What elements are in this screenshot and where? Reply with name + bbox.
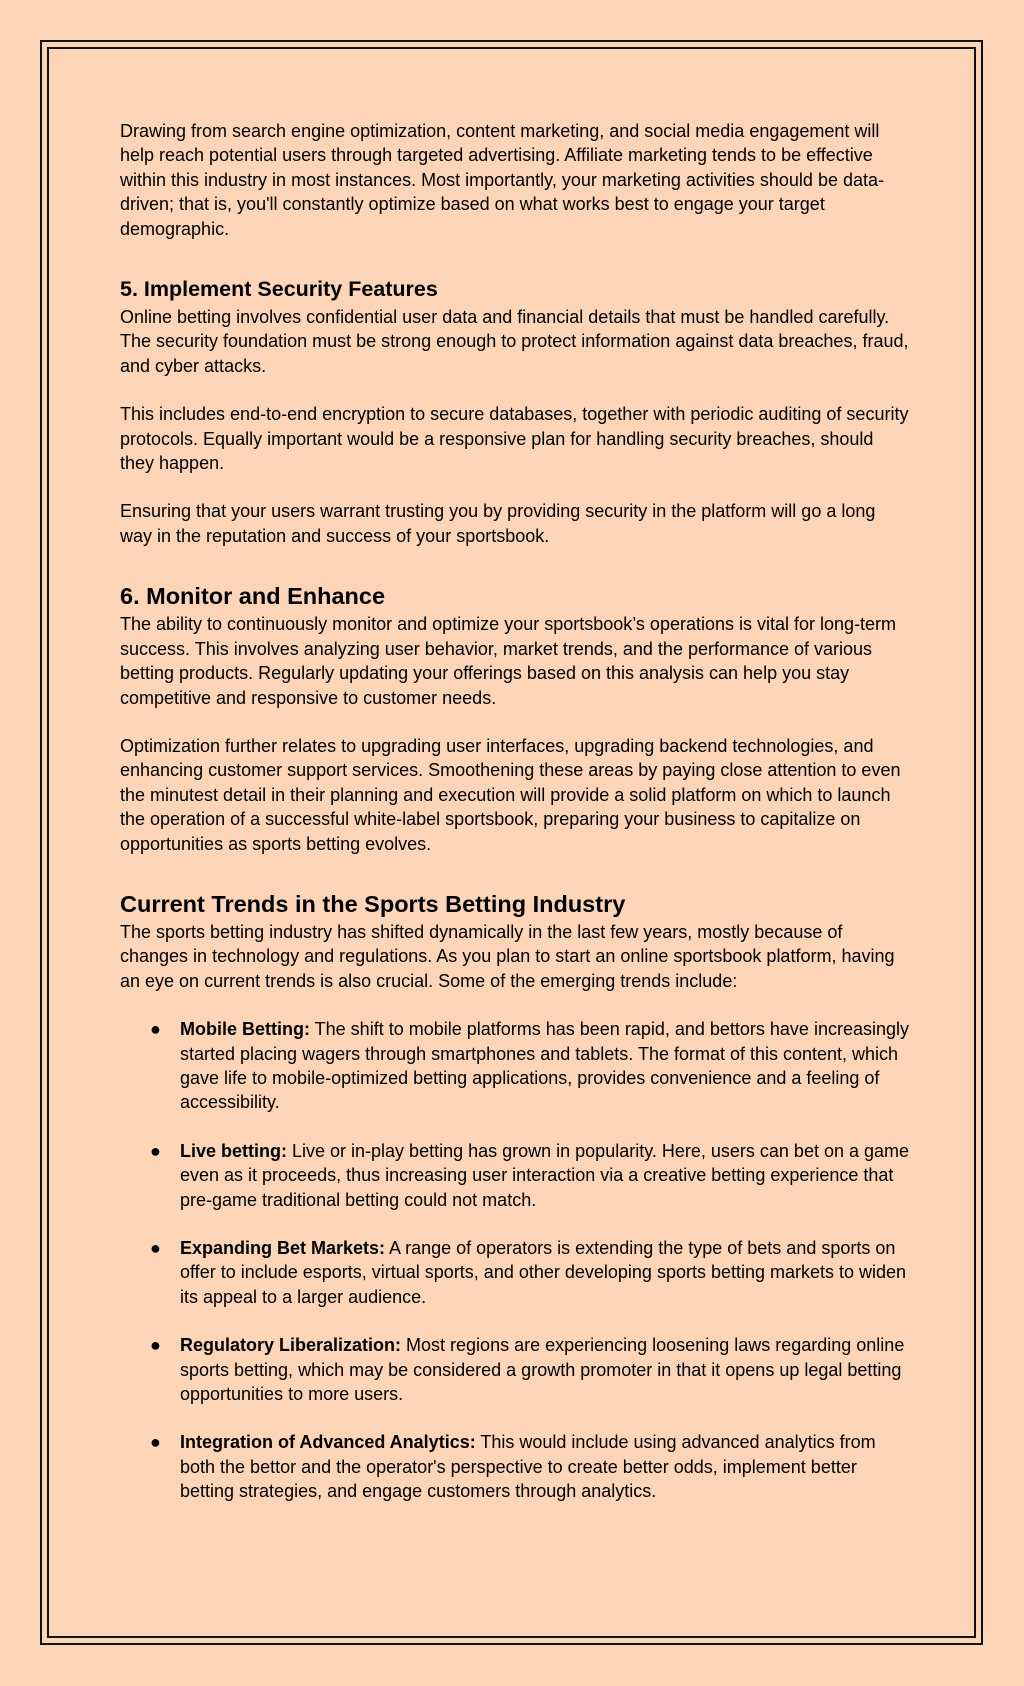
trend-text: Live or in-play betting has grown in popularity. Here, users can bet on a game even as it proceeds, thus increasing user interaction via a creative betting experience that pre-game traditional betting could not match.: [180, 1140, 910, 1210]
trend-title: Expanding Bet Markets:: [180, 1238, 386, 1258]
trend-title: Regulatory Liberalization:: [180, 1335, 402, 1356]
list-item: [120, 1333, 910, 1406]
trends-heading: Current Trends in the Sports Betting Industry: [120, 890, 626, 917]
section-6-paragraph-2: Optimization further relates to upgrading user interfaces, upgrading backend technologies, and enhancing customer support services. Smoothening these areas by paying close attention to even the minutest detail in their planning and execution will provide a solid platform on which to launch the operation of a successful white-label sportsbook, preparing your business to capitalize on opportunities as sports betting evolves.: [120, 735, 901, 854]
trend-title: Mobile Betting:: [180, 1019, 310, 1040]
trends-intro-paragraph: The sports betting industry has shifted dynamically in the last few years, mostly because of changes in technology and regulations. As you plan to start an online sportsbook platform, having an eye on current trends is also crucial. Some of the emerging trends include:: [120, 921, 895, 991]
bullet-icon: ●: [150, 1432, 161, 1453]
section-6-paragraph-1: The ability to continuously monitor and optimize your sportsbook’s operations is vital for long-term success. This involves analyzing user behavior, market trends, and the performance of various betting products. Regularly updating your offerings based on this analysis can help you stay competitive and responsive to customer needs.: [120, 614, 897, 708]
section-5-paragraph-3: Ensuring that your users warrant trusting you by providing security in the platform will go a long way in the reputation and success of your sportsbook.: [120, 501, 876, 546]
section-6-heading: 6. Monitor and Enhance: [120, 583, 386, 610]
trend-text: A range of operators is extending the type of bets and sports on offer to include esports, virtual sports, and other developing sports betting markets to widen its appeal to a larger audience.: [180, 1238, 907, 1307]
list-item: [120, 1139, 910, 1212]
bullet-icon: ●: [150, 1019, 161, 1040]
trend-title: Live betting:: [180, 1140, 287, 1161]
section-5-paragraph-2: This includes end-to-end encryption to secure databases, together with periodic auditing of security protocols. Equally important would be a responsive plan for handling security breaches, should they happen.: [120, 404, 909, 474]
trend-text: This would include using advanced analytics from both the bettor and the operator's perspective to create better odds, implement better betting strategies, and engage customers through analytics.: [180, 1432, 876, 1502]
trend-title: Integration of Advanced Analytics:: [180, 1432, 476, 1453]
bullet-icon: ●: [150, 1140, 161, 1161]
section-5-heading: 5. Implement Security Features: [120, 277, 438, 302]
trend-text: Most regions are experiencing loosening laws regarding online sports betting, which may be considered a growth promoter in that it opens up legal betting opportunities to more users.: [180, 1335, 905, 1405]
trend-text: The shift to mobile platforms has been rapid, and bettors have increasingly started placing wagers through smartphones and tablets. The format of this content, which gave life to mobile-optimized betting applications, provides convenience and a feeling of accessibility.: [180, 1019, 909, 1113]
section-5-paragraph-1: Online betting involves confidential user data and financial details that must be handled carefully. The security foundation must be strong enough to protect information against data breaches, fraud, and cyber attacks.: [120, 307, 909, 376]
intro-paragraph: Drawing from search engine optimization, content marketing, and social media engagement will help reach potential users through targeted advertising. Affiliate marketing tends to be effective within this industry in most instances. Most importantly, your marketing activities should be data-driven; that is, you'll constantly optimize based on what works best to engage your target demographic.: [120, 121, 884, 239]
list-item: [120, 1017, 910, 1115]
list-item: [120, 1430, 910, 1503]
bullet-icon: ●: [150, 1335, 161, 1356]
list-item: [120, 1236, 910, 1309]
document-body: [120, 119, 910, 1528]
trends-list: [120, 1017, 910, 1504]
bullet-icon: ●: [150, 1238, 161, 1258]
